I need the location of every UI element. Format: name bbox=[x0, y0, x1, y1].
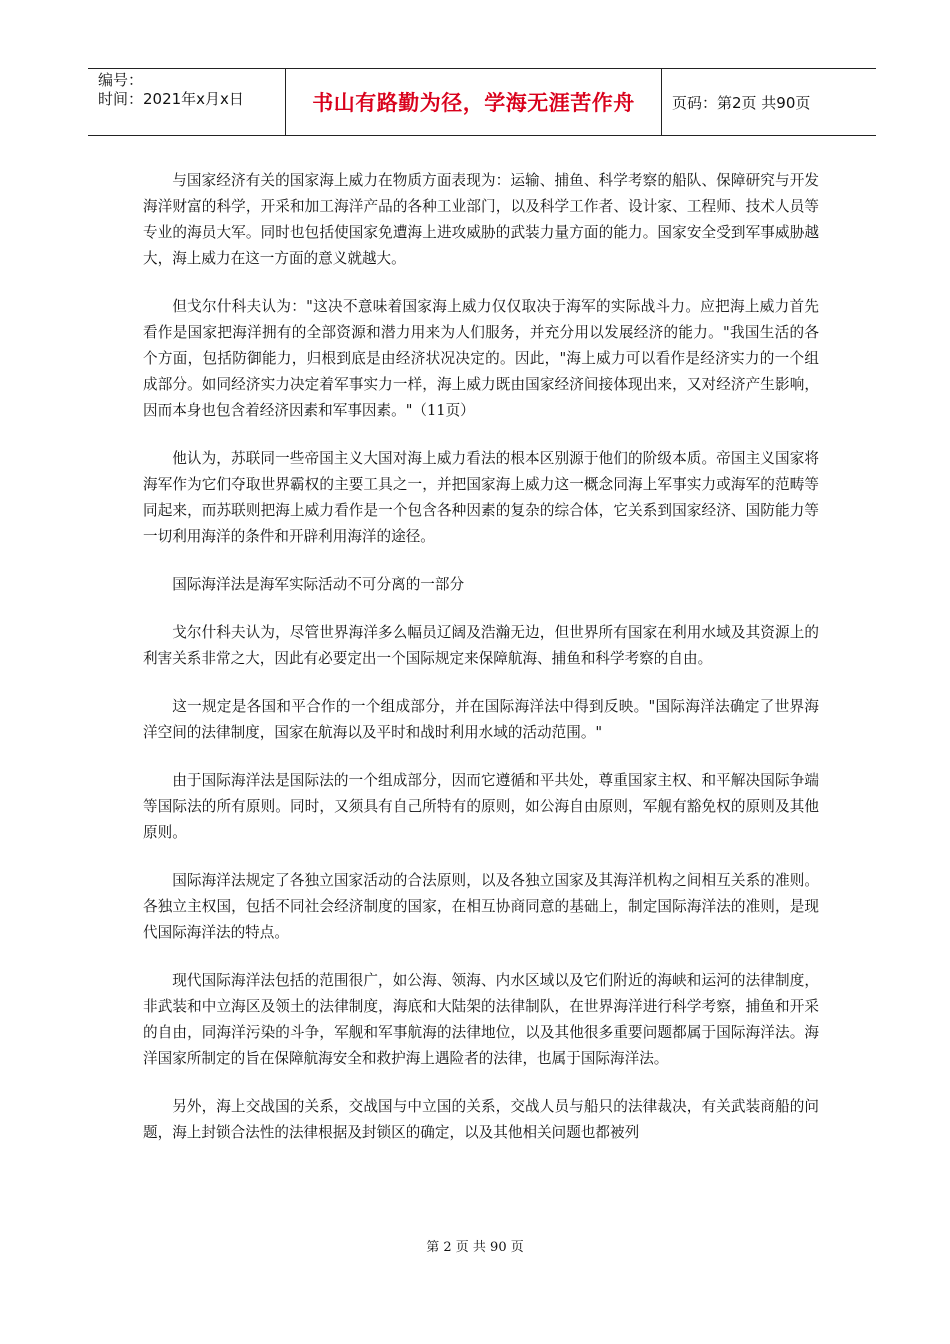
number-label: 编号： bbox=[98, 71, 144, 89]
paragraph: 另外，海上交战国的关系，交战国与中立国的关系，交战人员与船只的法律裁决，有关武装商船的问题，海上封锁合法性的法律根据及封锁区的确定，以及其他相关问题也都被列 bbox=[143, 1098, 819, 1141]
paragraph: 由于国际海洋法是国际法的一个组成部分，因而它遵循和平共处，尊重国家主权、和平解决国际争端等国际法的所有原则。同时，又须具有自己所特有的原则，如公海自由原则，军舰有豁免权的原则及其他原则。 bbox=[143, 772, 819, 841]
header-page-label: 页码：第2页 共90页 bbox=[672, 93, 811, 112]
paragraph: 他认为，苏联同一些帝国主义大国对海上威力看法的根本区别源于他们的阶级本质。帝国主义国家将海军作为它们夺取世界霸权的主要工具之一，并把国家海上威力这一概念同海上军事实力或海军的范畴等同起来，而苏联则把海上威力看作是一个包含各种因素的复杂的综合体，它关系到国家经济、国防能力等一切利用海洋的条件和开辟利用海洋的途径。 bbox=[143, 450, 819, 545]
paragraph: 戈尔什科夫认为，尽管世界海洋多么幅员辽阔及浩瀚无边，但世界所有国家在利用水域及其资源上的利害关系非常之大，因此有必要定出一个国际规定来保障航海、捕鱼和科学考察的自由。 bbox=[143, 624, 819, 667]
header-meta bbox=[88, 69, 286, 135]
document-body bbox=[143, 168, 819, 1168]
paragraph: 与国家经济有关的国家海上威力在物质方面表现为：运输、捕鱼、科学考察的船队、保障研究与开发海洋财富的科学，开采和加工海洋产品的各种工业部门，以及科学工作者、设计家、工程师、技术人员等专业的海员大军。同时也包括使国家免遭海上进攻威胁的武装力量方面的能力。国家安全受到军事威胁越大，海上威力在这一方面的意义就越大。 bbox=[143, 172, 819, 267]
page-footer: 第 2 页 共 90 页 bbox=[426, 1240, 524, 1255]
section-heading: 国际海洋法是海军实际活动不可分离的一部分 bbox=[172, 576, 465, 593]
paragraph: 这一规定是各国和平合作的一个组成部分，并在国际海洋法中得到反映。"国际海洋法确定了世界海洋空间的法律制度，国家在航海以及平时和战时利用水域的活动范围。" bbox=[143, 698, 819, 741]
paragraph: 现代国际海洋法包括的范围很广，如公海、领海、内水区域以及它们附近的海峡和运河的法律制度，非武装和中立海区及领土的法律制度，海底和大陆架的法律制队，在世界海洋进行科学考察，捕鱼和开采的自由，同海洋污染的斗争，军舰和军事航海的法律地位，以及其他很多重要问题都属于国际海洋法。海洋国家所制定的旨在保障航海安全和救护海上遇险者的法律，也属于国际海洋法。 bbox=[143, 972, 819, 1067]
header-motto: 书山有路勤为径，学海无涯苦作舟 bbox=[286, 69, 662, 135]
time-label: 时间：2021年x月x日 bbox=[98, 90, 244, 108]
paragraph: 国际海洋法规定了各独立国家活动的合法原则，以及各独立国家及其海洋机构之间相互关系的准则。各独立主权国，包括不同社会经济制度的国家，在相互协商同意的基础上，制定国际海洋法的准则，是现代国际海洋法的特点。 bbox=[143, 872, 819, 941]
page-header bbox=[88, 68, 876, 136]
paragraph: 但戈尔什科夫认为："这决不意味着国家海上威力仅仅取决于海军的实际战斗力。应把海上威力首先看作是国家把海洋拥有的全部资源和潜力用来为人们服务，并充分用以发展经济的能力。"我国生活的各个方面，包括防御能力，归根到底是由经济状况决定的。因此，"海上威力可以看作是经济实力的一个组成部分。如同经济实力决定着军事实力一样，海上威力既由国家经济间接体现出来，又对经济产生影响，因而本身也包含着经济因素和军事因素。"（11页） bbox=[143, 298, 819, 419]
